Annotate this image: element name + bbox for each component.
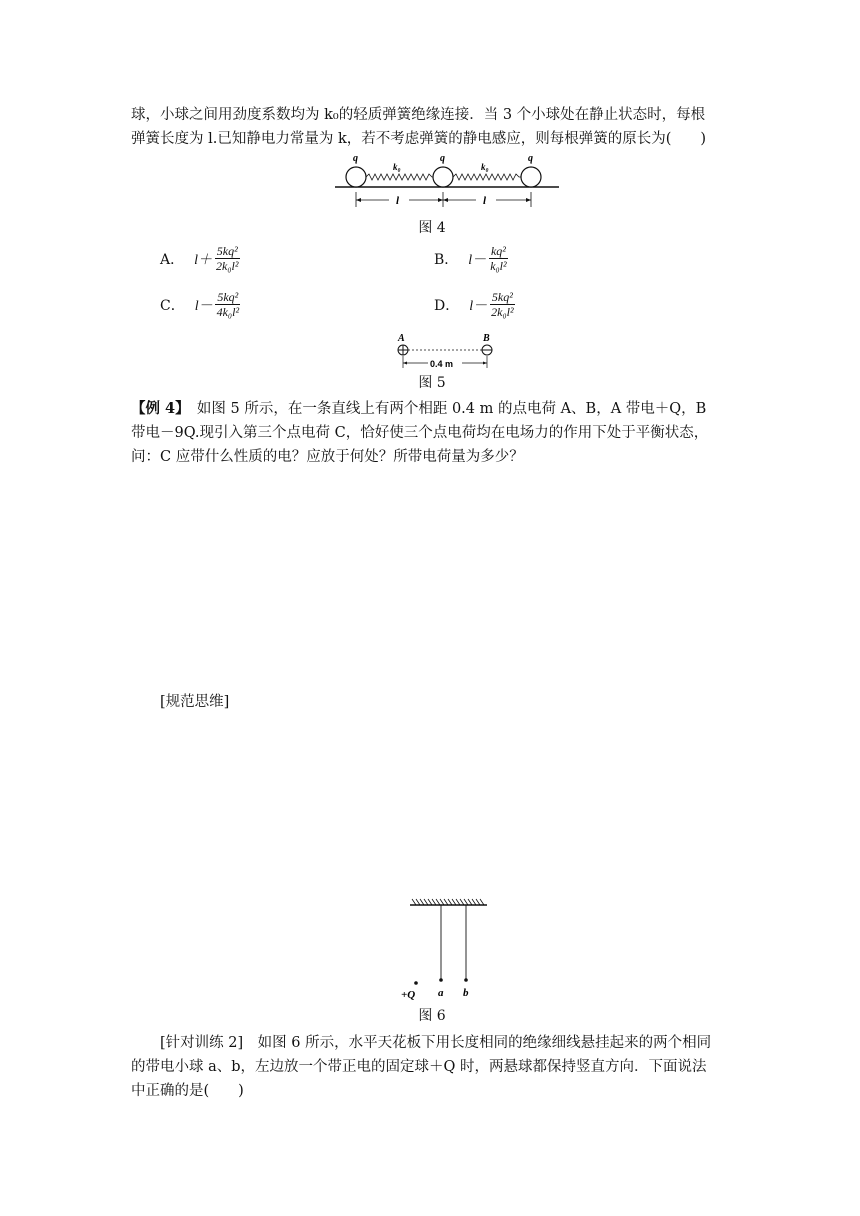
figure-6-pendulums xyxy=(395,895,495,1005)
spring-1 xyxy=(366,174,433,180)
option-d[interactable] xyxy=(434,290,516,319)
option-d-denominator: 2k₀l² xyxy=(491,305,514,319)
charge-label-3: q xyxy=(528,153,533,164)
option-c-label: C． xyxy=(160,297,185,314)
example-4-line-3: 问：C 应带什么性质的电？应放于何处？所带电荷量为多少？ xyxy=(131,449,524,465)
example-4-line-1 xyxy=(131,397,706,421)
figure-4-springs xyxy=(335,152,565,212)
spring-label-1: k₀ xyxy=(393,162,401,172)
option-c[interactable] xyxy=(160,290,241,319)
option-b-numerator: kq² xyxy=(490,244,506,258)
option-a[interactable] xyxy=(160,244,240,273)
option-a-denominator: 2k₀l² xyxy=(216,259,239,273)
ball-b-label: b xyxy=(463,987,469,999)
option-a-label: A． xyxy=(160,251,185,268)
option-b[interactable] xyxy=(434,244,509,273)
option-b-label: B． xyxy=(434,251,459,268)
option-c-prefix: l－ xyxy=(194,298,213,314)
distance-label: 0.4 m xyxy=(430,359,454,369)
norm-thinking-label: [规范思维] xyxy=(160,694,230,710)
option-a-numerator: 5kq² xyxy=(216,244,238,258)
option-c-fraction xyxy=(215,290,241,319)
training-2-line-2: 的带电小球 a、b，左边放一个带正电的固定球＋Q 时，两悬球都保持竖直方向．下面说法 xyxy=(131,1059,707,1075)
example-4-tag: 【例 4】 xyxy=(131,400,183,417)
ball-a-label: a xyxy=(438,987,444,999)
option-a-fraction xyxy=(214,244,240,273)
option-a-prefix: l＋ xyxy=(194,252,213,268)
spring-label-2: k₀ xyxy=(481,162,489,172)
option-d-numerator: 5kq² xyxy=(491,290,513,304)
problem-text-line-1: 球，小球之间用劲度系数均为 k₀的轻质弹簧绝缘连接．当 3 个小球处在静止状态时，每根 xyxy=(131,107,706,123)
fixed-charge xyxy=(414,981,418,985)
figure-4-caption: 图 4 xyxy=(418,220,446,236)
option-b-denominator: k₀l² xyxy=(490,259,507,273)
training-2-line-3: 中正确的是( ) xyxy=(131,1083,244,1099)
ball-2 xyxy=(433,167,453,187)
ball-1 xyxy=(346,167,366,187)
option-d-prefix: l－ xyxy=(469,298,488,314)
length-label-2: l xyxy=(483,195,487,207)
training-2-line-1: [针对训练 2] 如图 6 所示，水平天花板下用长度相同的绝缘细线悬挂起来的两个相同 xyxy=(160,1035,712,1051)
figure-5-charges xyxy=(390,330,500,372)
figure-6-caption: 图 6 xyxy=(418,1008,446,1024)
spring-2 xyxy=(453,174,521,180)
ball-a xyxy=(439,978,443,982)
length-label-1: l xyxy=(396,195,400,207)
option-c-denominator: 4k₀l² xyxy=(216,305,240,319)
problem-text-line-2: 弹簧长度为 l.已知静电力常量为 k，若不考虑弹簧的静电感应，则每根弹簧的原长为( ) xyxy=(131,131,707,147)
option-b-prefix: l－ xyxy=(468,252,487,268)
option-c-numerator: 5kq² xyxy=(217,290,239,304)
option-b-fraction xyxy=(488,244,508,273)
option-d-fraction xyxy=(489,290,515,319)
example-4-line-2: 带电－9Q.现引入第三个点电荷 C，恰好使三个点电荷均在电场力的作用下处于平衡状态， xyxy=(131,425,709,441)
example-4-text-1: 如图 5 所示，在一条直线上有两个相距 0.4 m 的点电荷 A、B，A 带电＋Q，B xyxy=(182,401,707,417)
charge-label-1: q xyxy=(353,153,358,164)
ball-3 xyxy=(521,167,541,187)
option-d-label: D． xyxy=(434,297,460,314)
figure-5-caption: 图 5 xyxy=(418,375,446,391)
charge-b-label: B xyxy=(483,333,490,344)
charge-label-2: q xyxy=(440,153,445,164)
ball-b xyxy=(464,978,468,982)
charge-a-label: A xyxy=(398,333,405,344)
fixed-charge-label: +Q xyxy=(401,989,416,1001)
